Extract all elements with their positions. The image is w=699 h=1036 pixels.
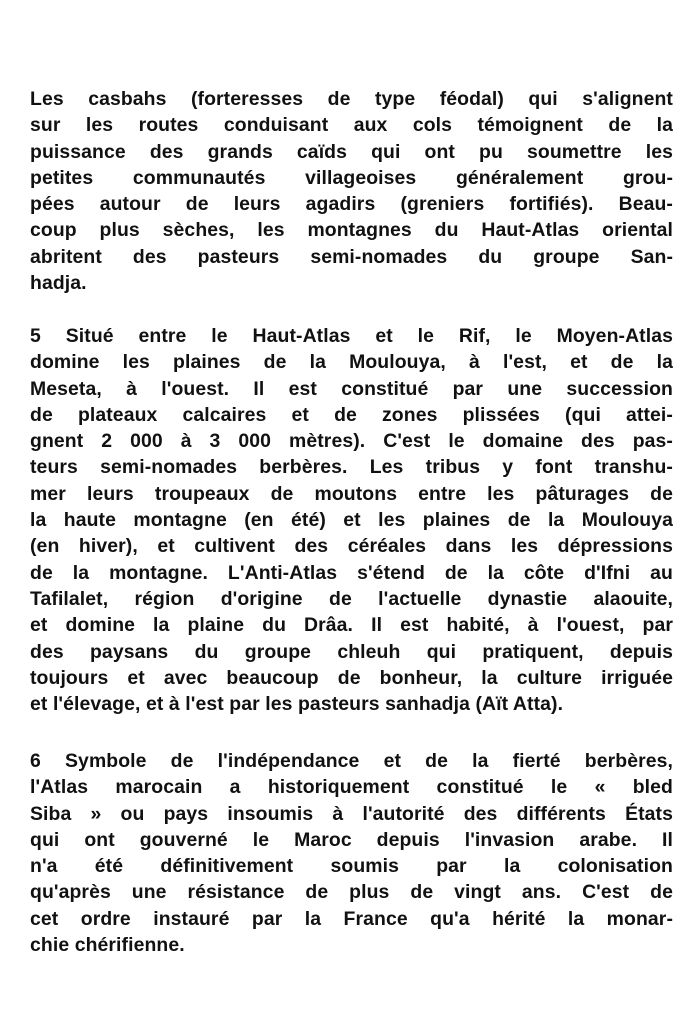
text-segment: 6 Symbole de l'indépendance et de la fierté berbères,	[30, 750, 673, 772]
bold-text-segment: San-	[630, 245, 673, 268]
text-line	[30, 827, 673, 853]
text-segment: (en hiver), et cultivent des céréales dans les dépressions	[30, 535, 673, 558]
text-segment: domine les plaines de la	[30, 351, 350, 374]
text-line	[30, 376, 673, 402]
text-line	[30, 533, 673, 559]
bold-text-segment: « bled	[594, 776, 673, 799]
text-segment: et à l'est par les pasteurs sanhadja (Aït Atta).	[140, 693, 564, 716]
bold-text-segment: agadirs	[305, 193, 376, 216]
text-segment: l'Atlas marocain a historiquement constitué le	[30, 776, 595, 799]
text-line	[30, 481, 673, 507]
text-line	[30, 112, 673, 138]
text-segment: cet ordre instauré par la France qu'a hérité la monar-	[30, 907, 673, 930]
text-line	[30, 612, 673, 638]
text-line	[30, 428, 673, 454]
text-segment: toujours et avec beaucoup de bonheur, la	[30, 666, 517, 689]
text-segment: ou	[101, 802, 164, 825]
text-line	[30, 853, 673, 879]
text-line	[30, 244, 673, 270]
text-segment: coup plus sèches, les montagnes du Haut-Atlas oriental	[30, 219, 673, 242]
paragraph-moyen-atlas	[30, 323, 673, 717]
text-segment: des paysans du groupe chleuh qui pratiquent, depuis	[30, 640, 673, 663]
text-line	[30, 774, 673, 800]
text-line	[30, 748, 673, 774]
text-line	[30, 349, 673, 375]
text-line	[30, 323, 673, 349]
text-line	[30, 139, 673, 165]
text-segment: à l'est, et de la	[445, 351, 673, 374]
text-line	[30, 507, 673, 533]
text-segment: la haute montagne (en été) et les plaines de la Moulouya	[30, 509, 673, 532]
text-line	[30, 217, 673, 243]
text-line	[30, 560, 673, 586]
text-segment: chie chérifienne.	[30, 934, 185, 957]
bold-text-segment: résistance de plus de vingt ans.	[187, 881, 562, 904]
text-segment: petites communautés villageoises généralement grou-	[30, 166, 673, 189]
text-line	[30, 932, 673, 958]
bold-text-segment: plateaux calcaires	[77, 403, 267, 426]
text-segment: abritent des pasteurs semi-nomades du groupe	[30, 245, 631, 268]
text-segment: entre les pâturages de	[397, 482, 673, 505]
text-segment: n'a été définitivement soumis par la colonisation	[30, 855, 673, 878]
text-segment: qu'après une	[30, 881, 188, 904]
text-segment: à l'ouest. Il est constitué par une succession	[101, 377, 673, 400]
bold-text-segment: Siba »	[30, 802, 102, 825]
bold-text-segment: mer leurs troupeaux de moutons	[30, 482, 398, 505]
paragraph-casbahs	[30, 86, 673, 296]
text-segment: de la montagne. L'Anti-Atlas s'étend de la côte d'Ifni au	[30, 561, 673, 584]
text-segment: pées autour de leurs	[30, 193, 306, 216]
text-segment: et	[30, 693, 53, 716]
text-segment: teurs semi-nomades berbères. Les tribus y font	[30, 456, 595, 479]
text-line	[30, 906, 673, 932]
text-line	[30, 639, 673, 665]
text-line	[30, 191, 673, 217]
bold-text-segment: hadja.	[30, 272, 87, 295]
text-segment: puissance des grands caïds qui ont pu soumettre les	[30, 140, 673, 163]
text-segment: à l'autorité des différents États	[313, 802, 673, 825]
bold-text-segment: transhu-	[594, 456, 673, 479]
text-line	[30, 586, 673, 612]
text-line	[30, 86, 673, 112]
text-segment: C'est de	[561, 881, 673, 904]
bold-text-segment: casbahs	[88, 88, 167, 110]
text-segment: qui ont gouverné le Maroc depuis l'invasion arabe. Il	[30, 828, 673, 851]
paragraph-bled-siba	[30, 748, 673, 958]
text-segment: et de zones plissées (qui attei-	[266, 403, 673, 426]
text-segment: sur les routes conduisant aux cols témoignent de la	[30, 114, 673, 137]
text-segment: Les	[30, 88, 89, 110]
text-segment: Tafilalet, région d'origine de l'actuelle dynastie alaouite,	[30, 587, 673, 610]
text-line	[30, 801, 673, 827]
bold-text-segment: l'élevage,	[52, 693, 141, 716]
text-line	[30, 454, 673, 480]
text-segment: et domine la plaine du Drâa. Il est habité, à l'ouest, par	[30, 614, 673, 637]
text-line	[30, 691, 673, 717]
text-line	[30, 270, 673, 296]
text-line	[30, 665, 673, 691]
text-segment: (forteresses de type féodal) qui s'alignent	[166, 88, 673, 110]
bold-text-segment: Moulouya,	[349, 351, 446, 374]
text-segment: gnent 2 000 à 3 000 mètres). C'est le domaine des pas-	[30, 430, 673, 453]
text-line	[30, 402, 673, 428]
text-line	[30, 879, 673, 905]
bold-text-segment: pays insoumis	[163, 802, 314, 825]
text-segment: 5 Situé entre le Haut-Atlas et le Rif, le Moyen-Atlas	[30, 325, 673, 347]
text-segment: de	[30, 403, 78, 426]
bold-text-segment: Meseta,	[30, 377, 102, 400]
text-line	[30, 165, 673, 191]
text-segment: (greniers fortifiés). Beau-	[375, 193, 673, 216]
bold-text-segment: culture irriguée	[516, 666, 673, 689]
